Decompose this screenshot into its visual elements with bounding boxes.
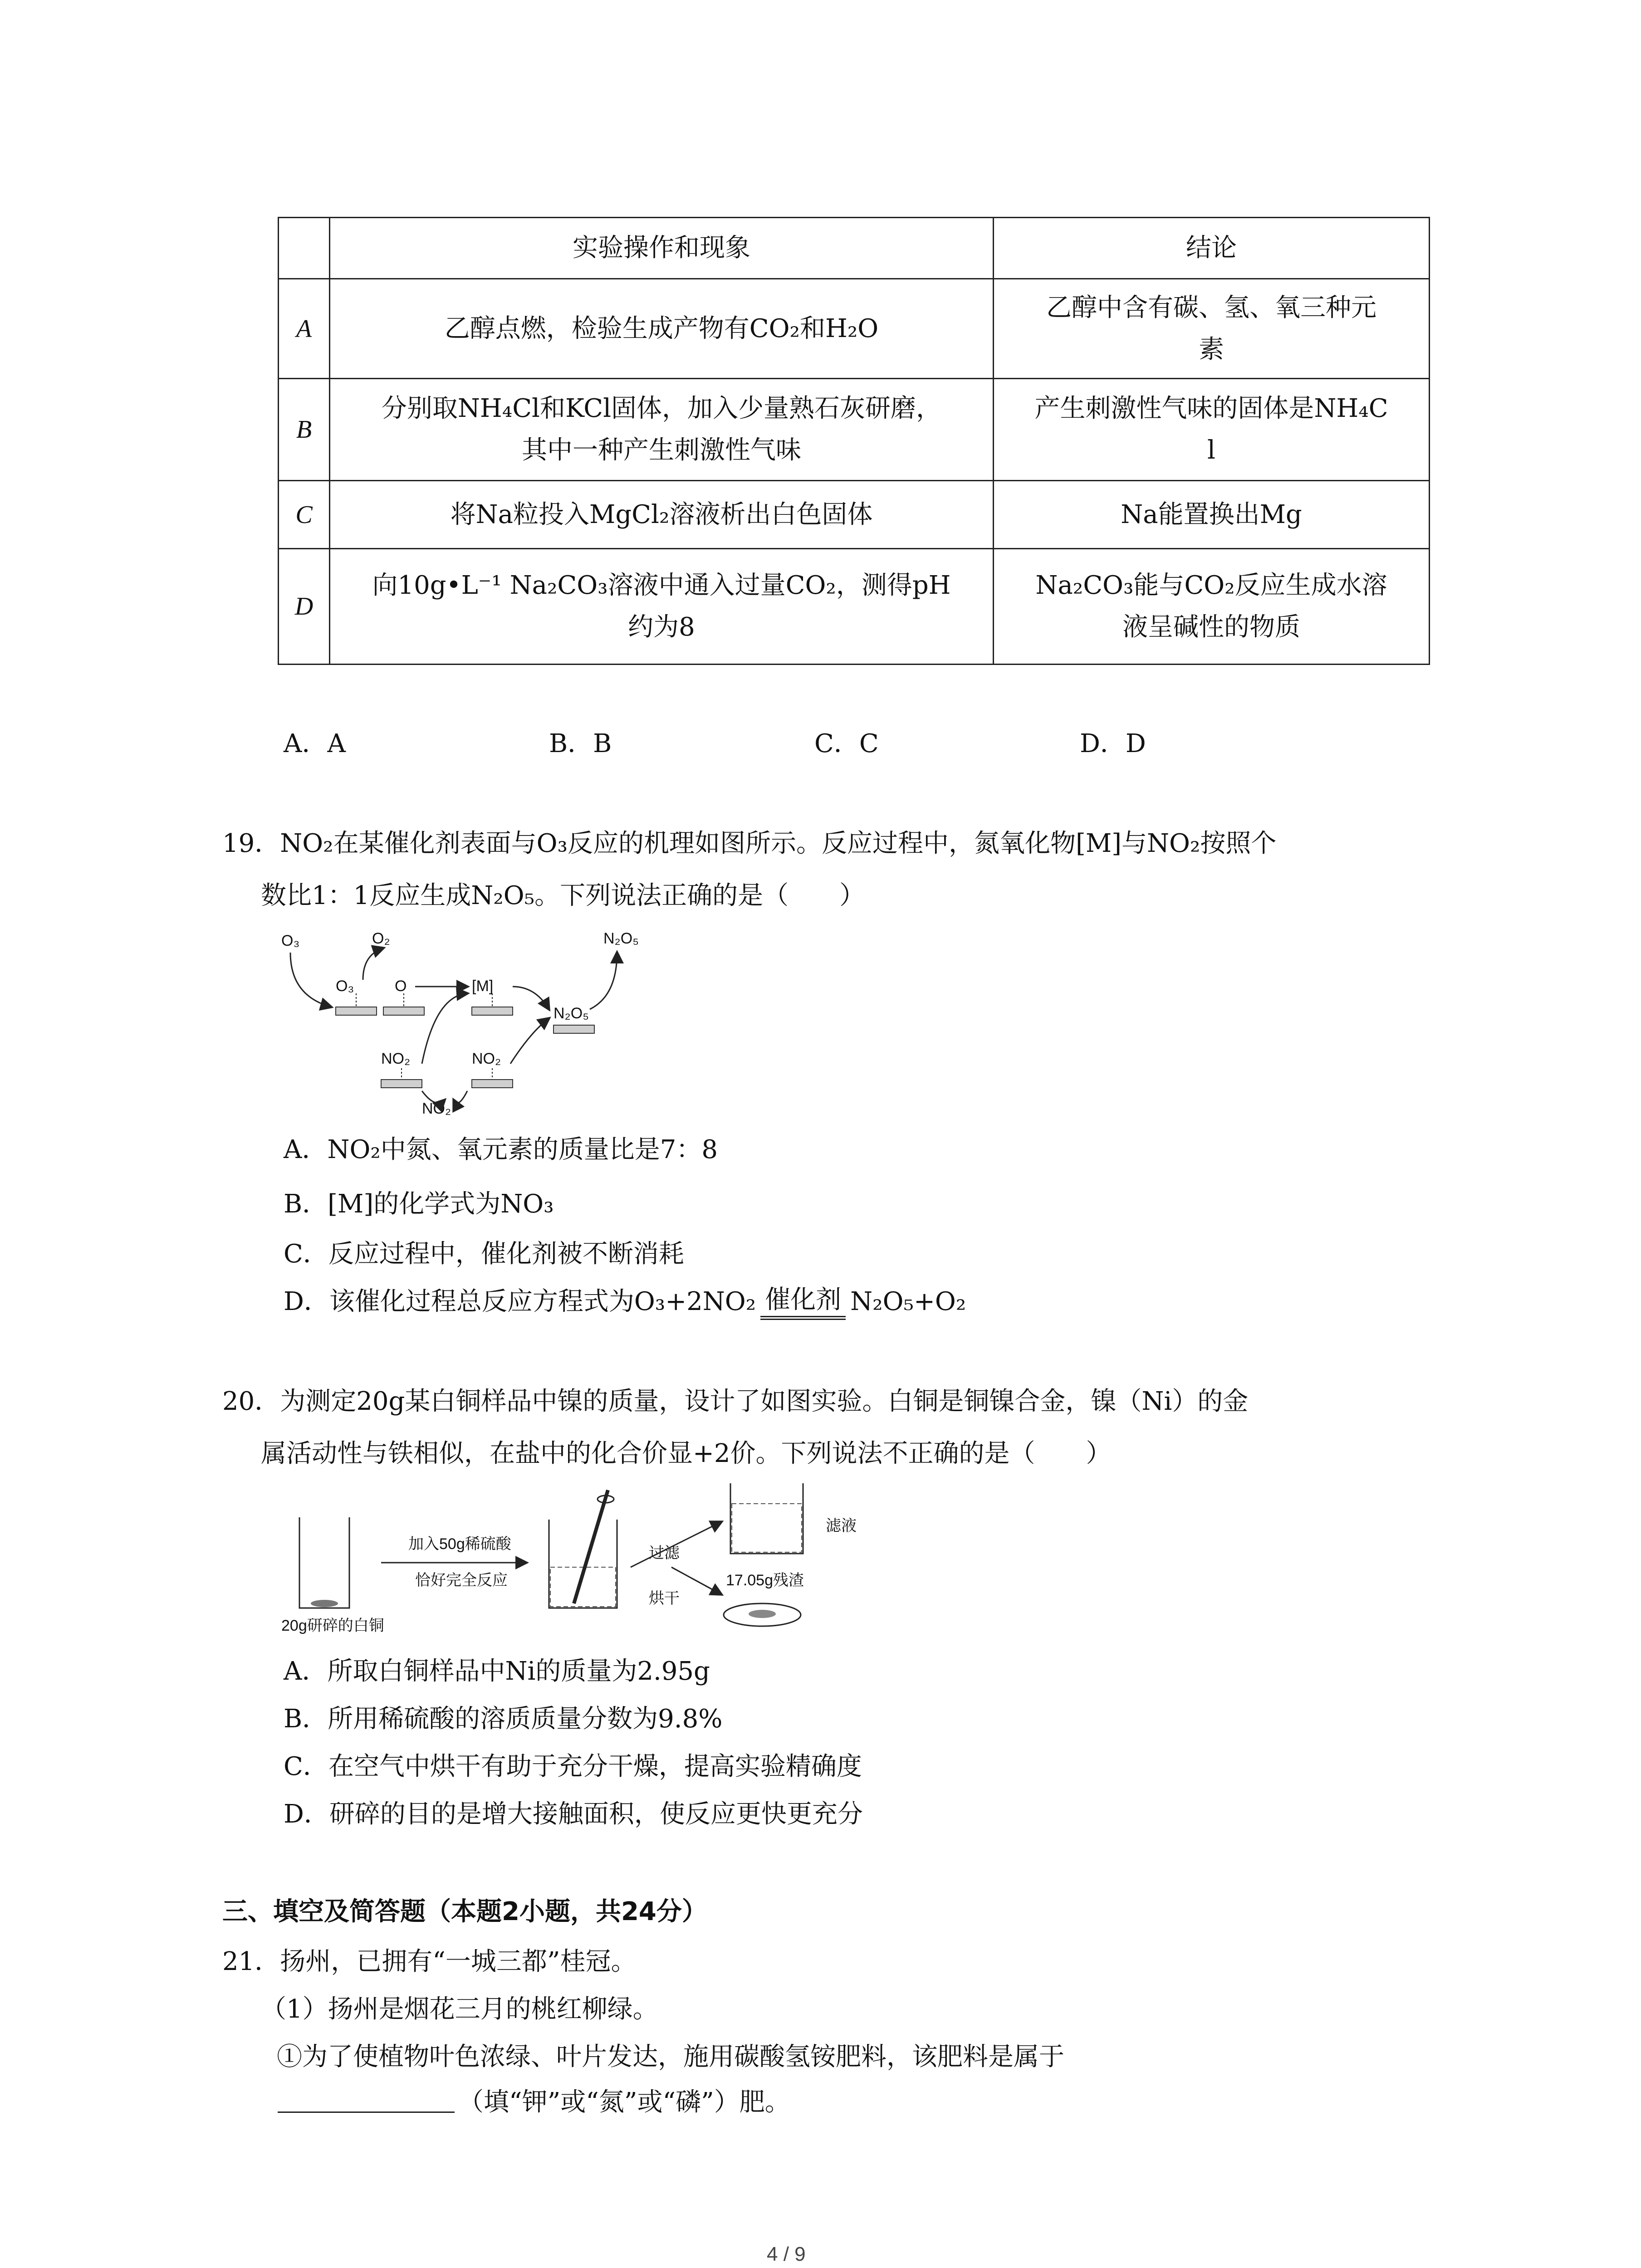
- residue-solid: [749, 1610, 776, 1618]
- table-corner-cell: [279, 218, 330, 279]
- row-operation: [330, 379, 994, 481]
- row-conclusion: [994, 549, 1430, 665]
- row-label: A: [279, 279, 330, 379]
- option-d-products: N₂O₅+O₂: [850, 1287, 966, 1316]
- catalyst-condition: 催化剂: [760, 1284, 846, 1320]
- q20-option-a[interactable]: A．所取白铜样品中Ni的质量为2.95g: [284, 1657, 710, 1686]
- q19-stem-line1: 19．NO₂在某催化剂表面与O₃反应的机理如图所示。反应过程中，氮氧化物[M]与NO₂按照个: [222, 829, 1277, 858]
- o-atom-label: O: [395, 978, 407, 995]
- row-conclusion-line: Na₂CO₃能与CO₂反应生成水溶: [1035, 571, 1387, 600]
- table-header-conclusion: 结论: [994, 218, 1430, 279]
- table-row: [279, 379, 1430, 481]
- table-row: [279, 481, 1430, 549]
- residue-label: 17.05g残渣: [726, 1572, 804, 1589]
- q19-option-b[interactable]: B．[M]的化学式为NO₃: [284, 1189, 554, 1219]
- m-label: [M]: [472, 978, 494, 995]
- q21-stem: 21．扬州，已拥有“一城三都”桂冠。: [222, 1947, 637, 1976]
- q18-option-d[interactable]: D．D: [1080, 729, 1146, 758]
- row-operation: 乙醇点燃，检验生成产物有CO₂和H₂O: [330, 279, 994, 379]
- q21-blank-tail: （填“钾”或“氮”或“磷”）肥。: [458, 2087, 790, 2117]
- row-conclusion-line: l: [1207, 435, 1215, 465]
- o3-adsorbed-label: O₃: [336, 978, 354, 995]
- beaker-reaction: [549, 1520, 617, 1608]
- row-conclusion-line: 乙醇中含有碳、氢、氧三种元: [1046, 293, 1376, 323]
- n2o5-surface-label: N₂O₅: [554, 1005, 589, 1022]
- q20-stem-line2: 属活动性与铁相似，在盐中的化合价显+2价。下列说法不正确的是（ ）: [261, 1439, 1112, 1468]
- catalyst-mechanism-diagram: [272, 928, 681, 1118]
- add-acid-label: 加入50g稀硫酸: [408, 1535, 511, 1553]
- sample-caption: 20g研碎的白铜: [281, 1617, 384, 1634]
- row-conclusion-line: 产生刺激性气味的固体是NH₄C: [1034, 394, 1388, 423]
- catalyst-surface: [383, 1007, 424, 1015]
- catalyst-surface: [472, 1007, 513, 1015]
- o3-label: O₃: [281, 932, 300, 949]
- option-d-text: D．该催化过程总反应方程式为O₃+2NO₂: [284, 1287, 756, 1316]
- q21-sub1: （1）扬州是烟花三月的桃红柳绿。: [261, 1994, 658, 2024]
- no2-bottom-label: NO₂: [422, 1100, 451, 1117]
- row-label: C: [279, 481, 330, 549]
- catalyst-surface: [381, 1080, 422, 1088]
- row-operation-line: 分别取NH₄Cl和KCl固体，加入少量熟石灰研磨，: [381, 394, 942, 423]
- table-header-row: [279, 218, 1430, 279]
- row-conclusion: [994, 379, 1430, 481]
- q20-option-d[interactable]: D．研碎的目的是增大接触面积，使反应更快更充分: [284, 1799, 863, 1829]
- row-label: D: [279, 549, 330, 665]
- q18-option-c[interactable]: C．C: [814, 729, 879, 758]
- q19-option-a[interactable]: A．NO₂中氮、氧元素的质量比是7：8: [284, 1135, 718, 1164]
- section-title: 三、填空及简答题（本题2小题，共24分）: [222, 1897, 707, 1926]
- q19-option-d[interactable]: [284, 1277, 966, 1327]
- table-row: [279, 279, 1430, 379]
- o2-label: O₂: [372, 930, 390, 947]
- experiment-table: [278, 217, 1430, 665]
- row-operation-line: 其中一种产生刺激性气味: [522, 435, 801, 465]
- catalyst-surface: [336, 1007, 377, 1015]
- row-operation-line: 向10g•L⁻¹ Na₂CO₃溶液中通入过量CO₂，测得pH: [372, 571, 951, 600]
- row-operation: [330, 549, 994, 665]
- q18-option-a[interactable]: A．A: [284, 729, 346, 758]
- catalyst-surface: [554, 1025, 594, 1033]
- row-operation-line: 约为8: [628, 612, 695, 642]
- row-conclusion: Na能置换出Mg: [994, 481, 1430, 549]
- powder-sample: [311, 1600, 338, 1607]
- filter-label: 过滤: [649, 1545, 680, 1562]
- nickel-experiment-diagram: [272, 1476, 907, 1640]
- q19-option-c[interactable]: C．反应过程中，催化剂被不断消耗: [284, 1239, 684, 1269]
- glass-rod: [574, 1490, 608, 1603]
- complete-reaction-label: 恰好完全反应: [415, 1572, 508, 1589]
- answer-blank[interactable]: [278, 2112, 455, 2113]
- q18-option-b[interactable]: B．B: [549, 729, 612, 758]
- q20-stem-line1: 20．为测定20g某白铜样品中镍的质量，设计了如图实验。白铜是铜镍合金，镍（Ni）的金: [222, 1387, 1249, 1416]
- n2o5-top-label: N₂O₅: [603, 930, 639, 947]
- row-conclusion: [994, 279, 1430, 379]
- beaker-filtrate: [730, 1483, 803, 1554]
- page-number: 4 / 9: [767, 2243, 806, 2265]
- row-label: B: [279, 379, 330, 481]
- q19-stem-line2: 数比1：1反应生成N₂O₅。下列说法正确的是（ ）: [261, 881, 865, 910]
- beaker-sample: [299, 1517, 349, 1608]
- dry-label: 烘干: [649, 1590, 680, 1607]
- filtrate-label: 滤液: [826, 1517, 857, 1535]
- table-header-ops: 实验操作和现象: [330, 218, 994, 279]
- q21-item1: ①为了使植物叶色浓绿、叶片发达，施用碳酸氢铵肥料，该肥料是属于: [277, 2042, 1064, 2072]
- q20-option-b[interactable]: B．所用稀硫酸的溶质质量分数为9.8%: [284, 1704, 723, 1734]
- q20-option-c[interactable]: C．在空气中烘干有助于充分干燥，提高实验精确度: [284, 1752, 862, 1781]
- table-row: [279, 549, 1430, 665]
- row-operation: 将Na粒投入MgCl₂溶液析出白色固体: [330, 481, 994, 549]
- no2-right-label: NO₂: [472, 1050, 501, 1067]
- no2-left-label: NO₂: [381, 1050, 411, 1067]
- catalyst-surface: [472, 1080, 513, 1088]
- row-conclusion-line: 液呈碱性的物质: [1122, 612, 1300, 642]
- row-conclusion-line: 素: [1199, 334, 1224, 364]
